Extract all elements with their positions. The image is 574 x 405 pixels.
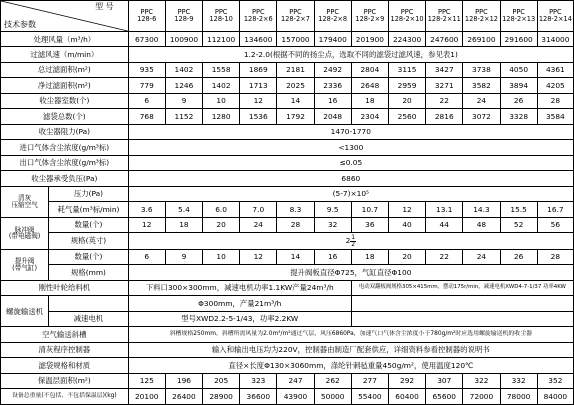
value-cell: 22 <box>426 249 463 264</box>
value-cell: 24 <box>463 249 500 264</box>
empty-cell <box>351 296 573 311</box>
value-cell: 196 <box>165 373 202 388</box>
value-cell: 16 <box>314 249 351 264</box>
value-cell: 9 <box>165 249 202 264</box>
value-cell: 14.3 <box>463 202 500 217</box>
span-value-cell: 斜槽规格250mm，斜槽所需风量为2.0m³/m²通过气层，风压6860Pa，加速气口气体含尘浓度小于780g/m²时应选用螺旋输送机的收尘器 <box>128 327 573 342</box>
span-value-cell: 输入和输出电压均为220V，控制器由制造厂配套供应，详细资料参看控制器的说明书 <box>128 342 573 357</box>
model-header: PPC 128-2×9 <box>351 1 388 32</box>
value-cell: 12 <box>240 249 277 264</box>
value-cell: 9.5 <box>314 202 351 217</box>
value-cell: 3328 <box>500 109 537 124</box>
value-cell: 6 <box>128 249 165 264</box>
span-value-cell: 提升阀板直径Φ725，气缸直径Φ100 <box>128 265 573 280</box>
value-cell: 14 <box>277 93 314 108</box>
value-cell: 20 <box>388 93 425 108</box>
value-cell: 1792 <box>277 109 314 124</box>
value-cell: 10 <box>203 249 240 264</box>
row-label: 保温层面积(m²) <box>1 373 129 388</box>
value-cell: 7.0 <box>240 202 277 217</box>
value-cell: 179400 <box>314 31 351 46</box>
span-value-cell: 型号XWD2.2-5-1/43，功率2.2KW <box>128 311 351 326</box>
value-cell: 26 <box>500 249 537 264</box>
value-cell: 1713 <box>240 78 277 93</box>
row-resistance <box>1 124 574 139</box>
value-cell: 24 <box>463 93 500 108</box>
value-cell: 12 <box>128 217 165 232</box>
value-cell: 4205 <box>537 78 573 93</box>
value-cell: 2492 <box>314 62 351 77</box>
row-rigid-valve <box>1 280 574 295</box>
sub-label: 规格(英寸) <box>49 233 128 250</box>
row-air-consumption <box>1 202 574 217</box>
group-label-pulse-valve: 脉冲阀 (带电磁阀) <box>1 217 49 249</box>
row-label: 滤袋规格和材质 <box>1 358 129 373</box>
row-screw-spec <box>1 296 574 311</box>
value-cell: 10.7 <box>351 202 388 217</box>
value-cell: 323 <box>240 373 277 388</box>
header-row <box>1 1 574 32</box>
value-cell: 32 <box>314 217 351 232</box>
value-cell: 2804 <box>351 62 388 77</box>
value-cell: 6.0 <box>203 202 240 217</box>
value-cell: 1280 <box>203 109 240 124</box>
value-cell: 52 <box>500 217 537 232</box>
value-cell: 134600 <box>240 31 277 46</box>
value-cell: 12 <box>388 202 425 217</box>
type-label: 型 号 <box>95 2 114 11</box>
value-cell: 65600 <box>426 389 463 405</box>
value-cell: 43900 <box>277 389 314 405</box>
value-cell: 72000 <box>463 389 500 405</box>
row-bags <box>1 109 574 124</box>
diagonal-header-cell <box>1 1 129 32</box>
value-cell: 291600 <box>500 31 537 46</box>
value-cell: 16 <box>314 93 351 108</box>
value-cell: 1402 <box>203 78 240 93</box>
value-cell: 2048 <box>314 109 351 124</box>
value-cell: 125 <box>128 373 165 388</box>
value-cell: 60400 <box>388 389 425 405</box>
sub-label <box>49 296 128 311</box>
value-cell: 2025 <box>277 78 314 93</box>
row-label: 净过滤面积(m²) <box>1 78 129 93</box>
row-label: 空气输送斜槽 <box>1 327 129 342</box>
row-label: 设备总重量(不包括、不包括保温层)(kg) <box>1 389 129 405</box>
row-weight <box>1 389 574 405</box>
value-cell: 322 <box>463 373 500 388</box>
span-value-cell: ≤0.05 <box>128 155 573 170</box>
value-cell: 262 <box>314 373 351 388</box>
value-cell: 1152 <box>165 109 202 124</box>
value-cell: 18 <box>351 249 388 264</box>
value-cell: 26 <box>500 93 537 108</box>
value-cell: 100900 <box>165 31 202 46</box>
sub-label: 耗气量(m³标/min) <box>49 202 128 217</box>
model-header: PPC 128-2×14 <box>537 1 573 32</box>
value-cell: 779 <box>128 78 165 93</box>
span-value-cell: 1470-1770 <box>128 124 573 139</box>
value-cell: 3072 <box>463 109 500 124</box>
span-value-cell: Φ300mm，产量21m³/h <box>128 296 351 311</box>
value-cell: 1246 <box>165 78 202 93</box>
value-cell: 55400 <box>351 389 388 405</box>
value-cell: 247600 <box>426 31 463 46</box>
value-cell: 67300 <box>128 31 165 46</box>
value-cell: 2816 <box>426 109 463 124</box>
model-header: PPC 128-6 <box>128 1 165 32</box>
model-header: PPC 128-2×6 <box>240 1 277 32</box>
row-chambers <box>1 93 574 108</box>
sub-label: 压力(Pa) <box>49 186 128 201</box>
value-cell: 20 <box>203 217 240 232</box>
value-cell: 3894 <box>500 78 537 93</box>
row-clean-pressure <box>1 186 574 201</box>
row-label: 清灰程序控制器 <box>1 342 129 357</box>
value-cell: 112100 <box>203 31 240 46</box>
model-header: PPC 128-9 <box>165 1 202 32</box>
sub-label: 规格(mm) <box>49 265 128 280</box>
row-label: 进口气体含尘浓度(g/m³标) <box>1 140 129 155</box>
value-cell: 277 <box>351 373 388 388</box>
value-cell: 20 <box>388 249 425 264</box>
row-label: 过滤风速（m/min） <box>1 47 129 62</box>
value-cell: 9 <box>165 93 202 108</box>
sub-label: 减速电机 <box>49 311 128 326</box>
span-value-cell: <1300 <box>128 140 573 155</box>
value-cell: 22 <box>426 93 463 108</box>
value-cell: 2304 <box>351 109 388 124</box>
value-cell: 78000 <box>500 389 537 405</box>
value-cell: 205 <box>203 373 240 388</box>
model-header: PPC 128-10 <box>203 1 240 32</box>
value-cell: 292 <box>388 373 425 388</box>
group-label-screw: 螺旋输送机 <box>1 296 49 327</box>
value-cell: 15.5 <box>500 202 537 217</box>
span-value-cell: 下料口300×300mm，减速电机功率1.1KW产量24m³/h <box>128 280 351 295</box>
value-cell: 3738 <box>463 62 500 77</box>
value-cell: 2648 <box>351 78 388 93</box>
span-value-cell <box>128 233 573 250</box>
value-cell: 307 <box>426 373 463 388</box>
value-cell: 16.7 <box>537 202 573 217</box>
value-cell: 44 <box>426 217 463 232</box>
value-cell: 1869 <box>240 62 277 77</box>
row-pulse-valve-qty <box>1 217 574 232</box>
row-filter-speed <box>1 47 574 62</box>
value-cell: 3582 <box>463 78 500 93</box>
value-cell: 332 <box>500 373 537 388</box>
row-screw-motor <box>1 311 574 326</box>
value-cell: 28 <box>537 93 573 108</box>
model-header: PPC 128-2×13 <box>500 1 537 32</box>
value-cell: 18 <box>165 217 202 232</box>
row-lift-valve-qty <box>1 249 574 264</box>
value-cell: 5.4 <box>165 202 202 217</box>
value-cell: 18 <box>351 93 388 108</box>
value-cell: 201900 <box>351 31 388 46</box>
spec-fraction: $\frac{1}{2}$ <box>351 233 356 248</box>
value-cell: 28 <box>277 217 314 232</box>
value-cell: 2336 <box>314 78 351 93</box>
value-cell: 3584 <box>537 109 573 124</box>
row-label: 处理风量（m³/h） <box>1 31 129 46</box>
model-header: PPC 128-2×11 <box>426 1 463 32</box>
row-label: 收尘器阻力(Pa) <box>1 124 129 139</box>
sub-label: 数量(个) <box>49 249 128 264</box>
value-cell: 1536 <box>240 109 277 124</box>
row-label: 滤袋总数(个) <box>1 109 129 124</box>
row-bag-spec <box>1 358 574 373</box>
row-label: 总过滤面积(m²) <box>1 62 129 77</box>
row-inlet-concentration <box>1 140 574 155</box>
value-cell: 36 <box>351 217 388 232</box>
value-cell: 314000 <box>537 31 573 46</box>
value-cell: 36600 <box>240 389 277 405</box>
value-cell: 24 <box>240 217 277 232</box>
value-cell: 2181 <box>277 62 314 77</box>
empty-cell <box>351 311 573 326</box>
value-cell: 4361 <box>537 62 573 77</box>
row-air-volume <box>1 31 574 46</box>
value-cell: 13.1 <box>426 202 463 217</box>
span-value-cell: 6860 <box>128 171 573 186</box>
row-label: 刚性叶轮给料机 <box>1 280 129 295</box>
group-label-clean-air: 清灰 压缩空气 <box>1 186 49 217</box>
value-cell: 2560 <box>388 109 425 124</box>
row-label: 收尘器室数(个) <box>1 93 129 108</box>
row-label: 出口气体含尘浓度(g/m³标) <box>1 155 129 170</box>
value-cell: 3427 <box>426 62 463 77</box>
value-cell: 768 <box>128 109 165 124</box>
value-cell: 26400 <box>165 389 202 405</box>
value-cell: 8.3 <box>277 202 314 217</box>
value-cell: 352 <box>537 373 573 388</box>
value-cell: 935 <box>128 62 165 77</box>
row-outlet-concentration <box>1 155 574 170</box>
row-pulse-valve-spec <box>1 233 574 250</box>
value-cell: 1402 <box>165 62 202 77</box>
row-air-slide <box>1 327 574 342</box>
model-header: PPC 128-2×12 <box>463 1 500 32</box>
value-cell: 269100 <box>463 31 500 46</box>
value-cell: 6 <box>128 93 165 108</box>
value-cell: 48 <box>463 217 500 232</box>
group-label-lift-valve: 提升阀 (带气缸) <box>1 249 49 280</box>
value-cell: 28900 <box>203 389 240 405</box>
value-cell: 14 <box>277 249 314 264</box>
row-lift-valve-spec <box>1 265 574 280</box>
span-value-cell: 直径×长度Φ130×3060mm，涤纶针刺毡重量450g/m²，使用温度120℃ <box>128 358 573 373</box>
value-cell: 50000 <box>314 389 351 405</box>
row-label: 收尘器承受负压(Pa) <box>1 171 129 186</box>
value-cell: 247 <box>277 373 314 388</box>
sub-label: 数量(个) <box>49 217 128 232</box>
value-cell: 1558 <box>203 62 240 77</box>
row-total-area <box>1 62 574 77</box>
value-cell: 40 <box>388 217 425 232</box>
value-cell: 2959 <box>388 78 425 93</box>
value-cell: 224300 <box>388 31 425 46</box>
value-cell: 10 <box>203 93 240 108</box>
row-controller <box>1 342 574 357</box>
value-cell: 12 <box>240 93 277 108</box>
model-header: PPC 128-2×7 <box>277 1 314 32</box>
span-value-cell: 1.2-2.0(根据不同的扬尘点，选取不同的滤袋过滤风速，参见表1) <box>128 47 573 62</box>
span-value-cell: (5-7)×10⁵ <box>128 186 573 201</box>
value-cell: 56 <box>537 217 573 232</box>
value-cell: 3271 <box>426 78 463 93</box>
value-cell: 4050 <box>500 62 537 77</box>
row-net-area <box>1 78 574 93</box>
value-cell: 157000 <box>277 31 314 46</box>
row-insulation <box>1 373 574 388</box>
value-cell: 84000 <box>537 389 573 405</box>
param-label: 技术参数 <box>4 19 36 29</box>
value-cell: 20100 <box>128 389 165 405</box>
value-cell: 28 <box>537 249 573 264</box>
spec-whole: 2 <box>345 236 351 246</box>
value-cell: 3115 <box>388 62 425 77</box>
span-value-cell: 电动双翻板阀规格305×415mm，摆动175r/min，减速电机XWD4-7-1/37 功率4KW <box>351 280 573 295</box>
model-header: PPC 128-2×10 <box>388 1 425 32</box>
value-cell: 3.6 <box>128 202 165 217</box>
model-header: PPC 128-2×8 <box>314 1 351 32</box>
row-negative-pressure <box>1 171 574 186</box>
